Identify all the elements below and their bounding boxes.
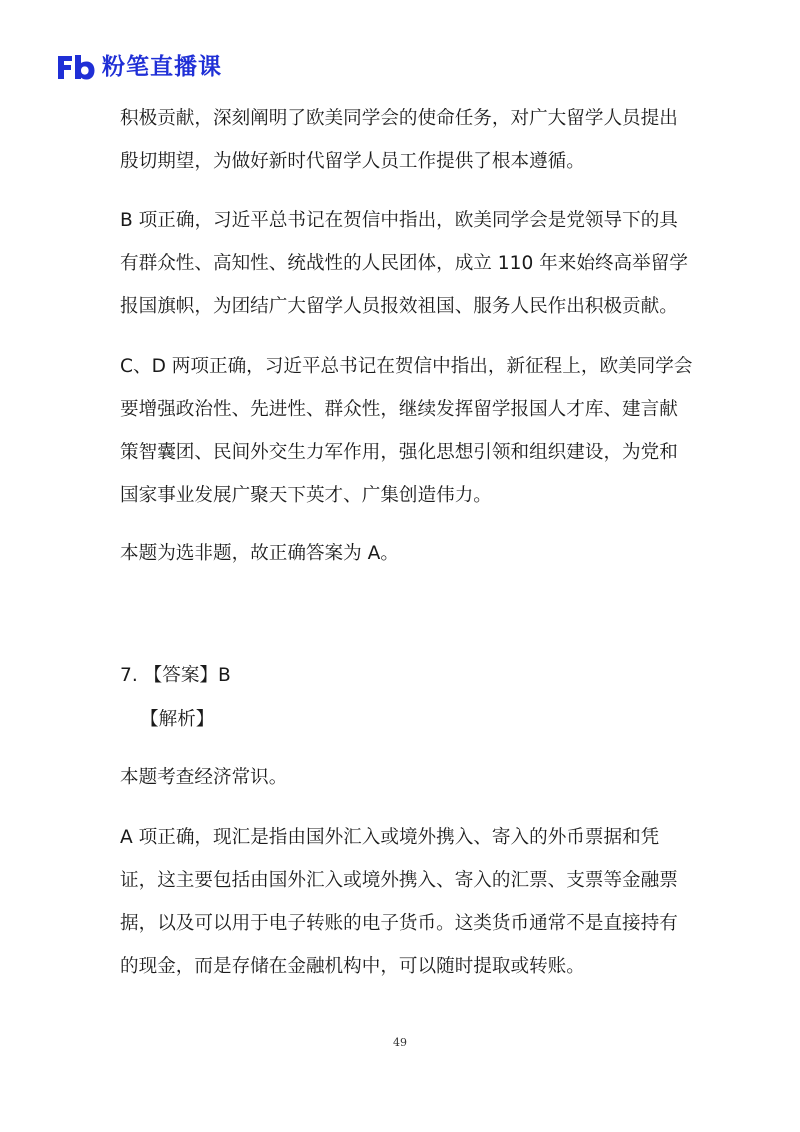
- paragraph-line: 本题为选非题，故正确答案为 A。: [120, 543, 399, 564]
- paragraph-line: 本题考查经济常识。: [120, 767, 288, 788]
- paragraph-line: 报国旗帜，为团结广大留学人员报效祖国、服务人民作出积极贡献。: [120, 296, 678, 317]
- paragraph-line: A 项正确，现汇是指由国外汇入或境外携入、寄入的外币票据和凭: [120, 827, 660, 848]
- analysis-heading: 【解析】: [140, 709, 215, 730]
- paragraph-line: 要增强政治性、先进性、群众性，继续发挥留学报国人才库、建言献: [120, 399, 678, 420]
- paragraph-line: 据，以及可以用于电子转账的电子货币。这类货币通常不是直接持有: [120, 913, 678, 934]
- brand-title: 粉笔直播课: [102, 54, 222, 80]
- paragraph-line: B 项正确，习近平总书记在贺信中指出，欧美同学会是党领导下的具: [120, 210, 678, 231]
- paragraph-line: 策智囊团、民间外交生力军作用，强化思想引领和组织建设，为党和: [120, 442, 678, 463]
- answer-heading: 7. 【答案】B: [120, 665, 231, 686]
- paragraph-line: 国家事业发展广聚天下英才、广集创造伟力。: [120, 485, 492, 506]
- paragraph-line: 证，这主要包括由国外汇入或境外携入、寄入的汇票、支票等金融票: [120, 870, 678, 891]
- paragraph-line: C、D 两项正确，习近平总书记在贺信中指出，新征程上，欧美同学会: [120, 356, 693, 377]
- paragraph-line: 殷切期望，为做好新时代留学人员工作提供了根本遵循。: [120, 151, 585, 172]
- fenbi-logo-icon: [56, 52, 96, 82]
- paragraph-line: 的现金，而是存储在金融机构中，可以随时提取或转账。: [120, 956, 585, 977]
- page-number: 49: [393, 1036, 407, 1049]
- header: [56, 50, 222, 84]
- paragraph-line: 积极贡献，深刻阐明了欧美同学会的使命任务，对广大留学人员提出: [120, 108, 678, 129]
- paragraph-line: 有群众性、高知性、统战性的人民团体，成立 110 年来始终高举留学: [120, 253, 688, 274]
